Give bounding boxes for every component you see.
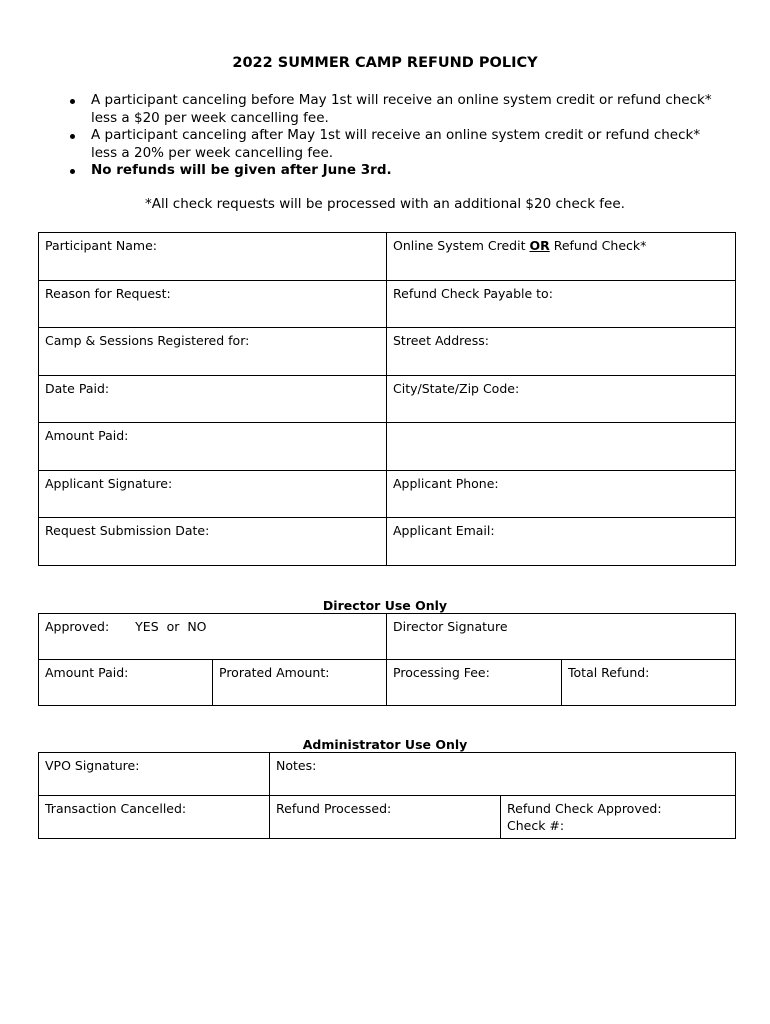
table-row	[39, 375, 736, 423]
policy-list	[70, 92, 730, 180]
camp-sessions-label: Camp & Sessions Registered for:	[45, 333, 250, 348]
applicant-phone-field[interactable]	[387, 470, 736, 518]
or-label: OR	[529, 238, 550, 253]
director-signature-label: Director Signature	[393, 619, 508, 634]
approved-label: Approved:	[45, 619, 110, 634]
table-row	[39, 328, 736, 376]
check-fee-note: *All check requests will be processed with an additional $20 check fee.	[145, 196, 625, 212]
director-amount-paid-label: Amount Paid:	[45, 665, 129, 680]
yes-no-label: YES or NO	[135, 619, 207, 634]
processing-fee-label: Processing Fee:	[393, 665, 490, 680]
transaction-cancelled-field[interactable]	[39, 796, 270, 839]
date-paid-label: Date Paid:	[45, 380, 110, 396]
payable-to-field[interactable]	[387, 280, 736, 328]
applicant-email-label: Applicant Email:	[393, 523, 495, 538]
amount-paid-field[interactable]	[39, 423, 387, 471]
approved-field[interactable]	[39, 614, 387, 660]
prorated-amount-label: Prorated Amount:	[219, 665, 330, 680]
street-address-field[interactable]	[387, 328, 736, 376]
notes-field[interactable]	[270, 753, 736, 796]
director-amount-paid-field[interactable]	[39, 660, 213, 706]
processing-fee-field[interactable]	[387, 660, 562, 706]
amount-paid-label: Amount Paid:	[45, 428, 129, 443]
notes-label: Notes:	[276, 758, 317, 773]
reason-label: Reason for Request:	[45, 285, 171, 301]
refund-processed-field[interactable]	[270, 796, 501, 839]
credit-option-field[interactable]	[387, 233, 736, 281]
payable-to-label: Refund Check Payable to:	[393, 285, 553, 301]
applicant-signature-field[interactable]	[39, 470, 387, 518]
total-refund-field[interactable]	[562, 660, 736, 706]
total-refund-label: Total Refund:	[568, 665, 650, 680]
table-row	[39, 660, 736, 706]
administrator-heading: Administrator Use Only	[302, 737, 468, 752]
participant-name-label: Participant Name:	[45, 238, 157, 253]
submission-date-label: Request Submission Date:	[45, 523, 210, 538]
transaction-cancelled-label: Transaction Cancelled:	[45, 801, 187, 816]
table-row	[39, 280, 736, 328]
prorated-amount-field[interactable]	[213, 660, 387, 706]
director-signature-field[interactable]	[387, 614, 736, 660]
city-state-zip-field[interactable]	[387, 375, 736, 423]
applicant-phone-label: Applicant Phone:	[393, 475, 499, 491]
policy-item-before-may: A participant canceling before May 1st will receive an online system credit or refund check* less a $20 per week cancelling fee.	[70, 92, 730, 127]
camp-sessions-field[interactable]	[39, 328, 387, 376]
participant-name-field[interactable]	[39, 233, 387, 281]
refund-check-approved-label: Refund Check Approved:	[507, 801, 662, 816]
applicant-signature-label: Applicant Signature:	[45, 475, 173, 491]
administrator-form	[38, 752, 736, 839]
table-row	[39, 233, 736, 281]
vpo-signature-field[interactable]	[39, 753, 270, 796]
policy-item-after-may: A participant canceling after May 1st will receive an online system credit or refund check* less a 20% per week cancelling fee.	[70, 127, 730, 162]
director-form	[38, 613, 736, 706]
refund-processed-label: Refund Processed:	[276, 801, 392, 816]
refund-check-approved-field[interactable]	[501, 796, 736, 839]
refund-check-label: Refund Check*	[553, 238, 647, 253]
date-paid-field[interactable]	[39, 375, 387, 423]
submission-date-field[interactable]	[39, 518, 387, 566]
director-heading: Director Use Only	[322, 598, 448, 613]
page-title: 2022 SUMMER CAMP REFUND POLICY	[232, 55, 538, 71]
table-row	[39, 423, 736, 471]
online-credit-label: Online System Credit	[393, 238, 526, 253]
refund-request-form	[38, 232, 736, 566]
city-state-zip-label: City/State/Zip Code:	[393, 380, 520, 396]
applicant-email-field[interactable]	[387, 518, 736, 566]
policy-item-no-refunds: No refunds will be given after June 3rd.	[70, 162, 730, 180]
empty-field[interactable]	[387, 423, 736, 471]
check-number-label: Check #:	[507, 818, 565, 833]
table-row	[39, 470, 736, 518]
reason-field[interactable]	[39, 280, 387, 328]
street-address-label: Street Address:	[393, 333, 489, 348]
vpo-signature-label: VPO Signature:	[45, 758, 140, 773]
table-row	[39, 614, 736, 660]
table-row	[39, 753, 736, 796]
table-row	[39, 796, 736, 839]
table-row	[39, 518, 736, 566]
